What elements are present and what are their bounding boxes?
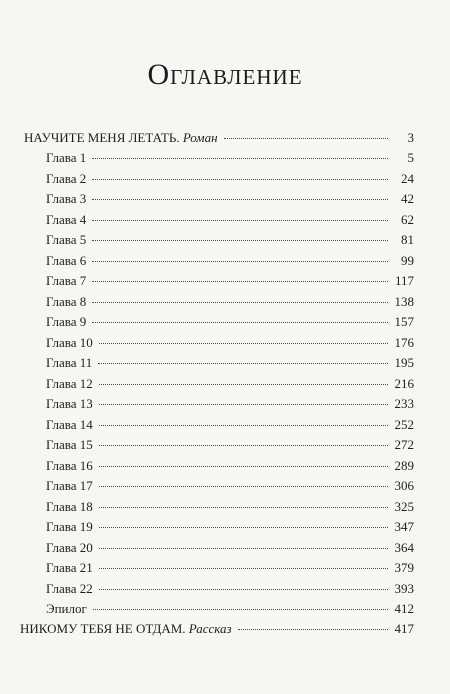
toc-entry-label bbox=[46, 476, 93, 496]
dot-leader bbox=[99, 527, 388, 528]
dot-leader bbox=[99, 445, 388, 446]
toc-entry-title: Глава 16 bbox=[46, 457, 93, 473]
toc-chapter-entry bbox=[46, 435, 414, 455]
dot-leader bbox=[92, 322, 388, 323]
toc-entry-title: Глава 22 bbox=[46, 580, 93, 596]
toc-entry-label bbox=[46, 599, 87, 619]
toc-entry-label bbox=[46, 189, 86, 209]
toc-entry-title: Глава 7 bbox=[46, 273, 87, 289]
toc-entry-title: НИКОМУ ТЕБЯ НЕ ОТДАМ. bbox=[20, 621, 186, 636]
toc-entry-title: Глава 8 bbox=[46, 293, 87, 309]
dot-leader bbox=[238, 629, 388, 630]
dot-leader bbox=[92, 302, 388, 303]
toc-entry-label bbox=[46, 210, 86, 230]
toc-page-number: 62 bbox=[401, 211, 414, 227]
toc-chapter-entry bbox=[46, 169, 414, 189]
toc-page-number: 3 bbox=[407, 130, 414, 145]
toc-page-number: 379 bbox=[394, 560, 414, 576]
toc-page-number: 42 bbox=[401, 191, 414, 207]
toc-page-number: 5 bbox=[407, 150, 414, 166]
toc-chapter-entry bbox=[46, 456, 414, 476]
toc-entry-label bbox=[46, 169, 86, 189]
toc-entry-label bbox=[24, 128, 218, 148]
dot-leader bbox=[224, 138, 388, 139]
toc-entry-title: Эпилог bbox=[46, 601, 87, 617]
dot-leader bbox=[92, 158, 388, 159]
toc-chapter-entry bbox=[46, 599, 414, 619]
toc-entry-label bbox=[46, 497, 93, 517]
toc-entry-title: Глава 2 bbox=[46, 170, 87, 186]
dot-leader bbox=[92, 220, 388, 221]
toc-chapter-entry bbox=[46, 558, 414, 578]
toc-chapter-entry bbox=[46, 497, 414, 517]
toc-page-number: 117 bbox=[394, 273, 414, 289]
toc-section-entry bbox=[24, 128, 414, 148]
toc-entry-title: Глава 15 bbox=[46, 437, 93, 453]
toc-section-entry bbox=[20, 619, 414, 639]
toc-page-number: 252 bbox=[394, 416, 414, 432]
toc-page-number: 216 bbox=[394, 375, 414, 391]
toc-chapter-entry bbox=[46, 189, 414, 209]
toc-entry-label bbox=[20, 619, 232, 639]
toc-entry-genre: Рассказ bbox=[188, 621, 232, 636]
dot-leader bbox=[92, 281, 388, 282]
toc-entry-title: Глава 11 bbox=[46, 355, 93, 371]
toc-page-number: 195 bbox=[394, 355, 414, 371]
toc-entry-label bbox=[46, 312, 86, 332]
toc-chapter-entry bbox=[46, 353, 414, 373]
toc-entry-title: Глава 14 bbox=[46, 416, 93, 432]
toc-entry-title: Глава 19 bbox=[46, 519, 93, 535]
toc-chapter-entry bbox=[46, 292, 414, 312]
toc-entry-title: Глава 21 bbox=[46, 560, 93, 576]
toc-page-number: 364 bbox=[394, 539, 414, 555]
dot-leader bbox=[99, 548, 388, 549]
toc-entry-title: Глава 18 bbox=[46, 498, 93, 514]
toc-entry-label bbox=[46, 374, 93, 394]
toc-page-number: 289 bbox=[394, 457, 414, 473]
toc-entry-label bbox=[46, 435, 93, 455]
dot-leader bbox=[99, 568, 388, 569]
toc-entry-label bbox=[46, 333, 93, 353]
toc-chapter-entry bbox=[46, 476, 414, 496]
toc-page-number: 176 bbox=[394, 334, 414, 350]
toc-entry-title: Глава 6 bbox=[46, 252, 87, 268]
toc-entry-label bbox=[46, 230, 86, 250]
dot-leader bbox=[92, 261, 388, 262]
toc-entry-label bbox=[46, 251, 86, 271]
toc-page-number: 272 bbox=[394, 437, 414, 453]
toc-entry-title: НАУЧИТЕ МЕНЯ ЛЕТАТЬ. bbox=[24, 130, 180, 145]
toc-entry-title: Глава 12 bbox=[46, 375, 93, 391]
dot-leader bbox=[92, 179, 388, 180]
toc-page-number: 81 bbox=[401, 232, 414, 248]
toc-chapter-entry bbox=[46, 251, 414, 271]
toc-entry-label bbox=[46, 579, 93, 599]
dot-leader bbox=[93, 609, 388, 610]
toc-chapter-entry bbox=[46, 415, 414, 435]
toc-entry-label bbox=[46, 415, 93, 435]
toc-chapter-entry bbox=[46, 517, 414, 537]
toc-entry-title: Глава 17 bbox=[46, 478, 93, 494]
toc-page-number: 325 bbox=[394, 498, 414, 514]
toc-chapter-entry bbox=[46, 271, 414, 291]
dot-leader bbox=[99, 589, 388, 590]
toc-chapter-entry bbox=[46, 210, 414, 230]
toc-page-number: 412 bbox=[394, 601, 414, 617]
toc-page-number: 347 bbox=[394, 519, 414, 535]
toc-page-number: 233 bbox=[394, 396, 414, 412]
toc-entry-label bbox=[46, 558, 93, 578]
dot-leader bbox=[92, 240, 388, 241]
dot-leader bbox=[98, 363, 388, 364]
toc-entry-title: Глава 13 bbox=[46, 396, 93, 412]
toc-page-number: 306 bbox=[394, 478, 414, 494]
toc-entry-label bbox=[46, 292, 86, 312]
toc-chapter-entry bbox=[46, 394, 414, 414]
toc-entry-genre: Роман bbox=[182, 130, 218, 145]
toc-entry-label bbox=[46, 456, 93, 476]
toc-page-number: 99 bbox=[401, 252, 414, 268]
dot-leader bbox=[99, 425, 388, 426]
toc-entry-label bbox=[46, 148, 86, 168]
toc-chapter-entry bbox=[46, 312, 414, 332]
dot-leader bbox=[99, 507, 388, 508]
toc-chapter-entry bbox=[46, 148, 414, 168]
toc-chapter-entry bbox=[46, 230, 414, 250]
toc-page-number: 417 bbox=[394, 621, 414, 636]
toc-chapter-entry bbox=[46, 333, 414, 353]
toc-chapter-entry bbox=[46, 538, 414, 558]
toc-entry-title: Глава 3 bbox=[46, 191, 87, 207]
page-title: Оглавление bbox=[147, 58, 303, 91]
toc-entry-label bbox=[46, 271, 86, 291]
dot-leader bbox=[99, 466, 388, 467]
toc-page-number: 138 bbox=[394, 293, 414, 309]
toc-entry-label bbox=[46, 353, 92, 373]
dot-leader bbox=[99, 486, 388, 487]
toc-entry-label bbox=[46, 517, 93, 537]
toc-entry-title: Глава 5 bbox=[46, 232, 87, 248]
toc-entry-title: Глава 20 bbox=[46, 539, 93, 555]
toc-page-number: 157 bbox=[394, 314, 414, 330]
dot-leader bbox=[99, 404, 388, 405]
dot-leader bbox=[92, 199, 388, 200]
toc-entry-title: Глава 9 bbox=[46, 314, 87, 330]
toc-page-number: 393 bbox=[394, 580, 414, 596]
toc-entry-title: Глава 4 bbox=[46, 211, 87, 227]
toc-entry-title: Глава 1 bbox=[46, 150, 87, 166]
toc-entry-label bbox=[46, 394, 93, 414]
dot-leader bbox=[99, 384, 388, 385]
dot-leader bbox=[99, 343, 388, 344]
toc-chapter-entry bbox=[46, 374, 414, 394]
toc-page-number: 24 bbox=[401, 170, 414, 186]
toc-chapter-entry bbox=[46, 579, 414, 599]
toc-entry-title: Глава 10 bbox=[46, 334, 93, 350]
toc-entry-label bbox=[46, 538, 93, 558]
